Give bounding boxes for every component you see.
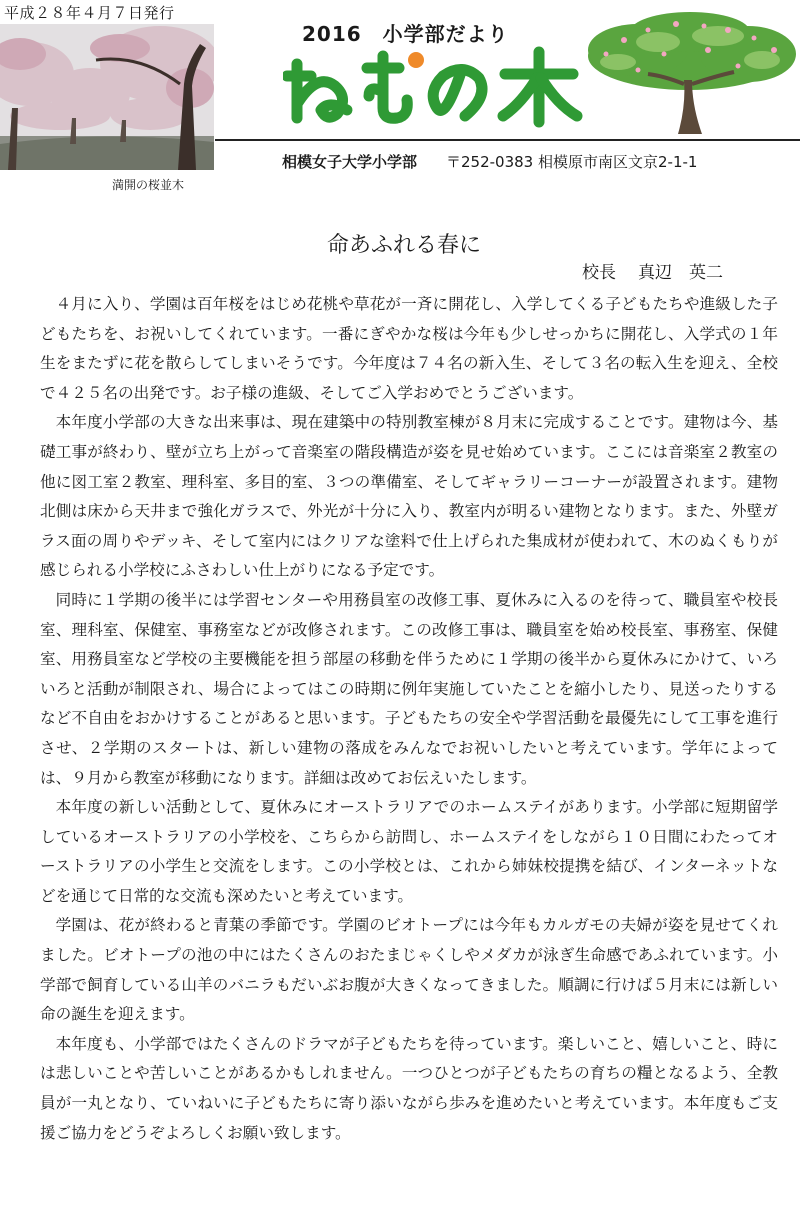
article-paragraph: ４月に入り、学園は百年桜をはじめ花桃や草花が一斉に開花し、入学してくる子どもたちや進級した子どもたちを、お祝いしてくれています。一番にぎやかな桜は今年も少しせっかちに開花し、入学式の１年生をまたずに花を散らしてしまいそうです。今年度は７４名の新入生、そして３名の転入生を迎え、全校で４２５名の出発です。お子様の進級、そしてご入学おめでとうございます。 xyxy=(40,295,778,402)
issue-date: 平成２８年４月７日発行 xyxy=(4,4,175,22)
school-name: 相模女子大学小学部 xyxy=(282,153,418,171)
silk-tree-illustration xyxy=(578,10,798,138)
photo-caption: 満開の桜並木 xyxy=(112,178,185,192)
author-name: 真辺 英二 xyxy=(638,263,723,283)
article-paragraph: 本年度の新しい活動として、夏休みにオーストラリアでのホームステイがあります。小学部に短期留学しているオーストラリアの小学校を、こちらから訪問し、ホームステイをしながら１０日間にわたってオーストラリアの小学生と交流をします。この小学校とは、これから姉妹校提携を結び、インターネットなどを通じて日常的な交流も深めたいと考えています。 xyxy=(40,798,778,905)
newsletter-title: 2016 小学部だより xyxy=(302,22,509,46)
cherry-blossom-photo xyxy=(0,24,214,170)
school-address: 〒252-0383 相模原市南区文京2-1-1 xyxy=(446,153,698,171)
article-body xyxy=(40,290,778,1148)
article-paragraph: 本年度小学部の大きな出来事は、現在建築中の特別教室棟が８月末に完成することです。建物は今、基礎工事が終わり、壁が立ち上がって音楽室の階段構造が姿を見せ始めています。ここには音楽室２教室の他に図工室２教室、理科室、多目的室、３つの準備室、そしてギャラリーコーナーが設置されます。建物北側は床から天井まで強化ガラスで、外光が十分に入り、教室内が明るい建物となります。また、外壁ガラス面の周りやデッキ、そして室内にはクリアな塗料で仕上げられた集成材が使われて、木のぬくもりが感じられる小学校にふさわしい仕上がりになる予定です。 xyxy=(40,413,778,580)
article-author xyxy=(582,258,723,283)
article-paragraph: 学園は、花が終わると青葉の季節です。学園のビオトープには今年もカルガモの夫婦が姿を見せてくれました。ビオトープの池の中にはたくさんのおたまじゃくしやメダカが泳ぎ生命感であふれています。小学部で飼育している山羊のバニラもだいぶお腹が大きくなってきました。順調に行けば５月末には新しい命の誕生を迎えます。 xyxy=(40,916,778,1024)
article-paragraph: 本年度も、小学部ではたくさんのドラマが子どもたちを待っています。楽しいこと、嬉しいこと、時には悲しいことや苦しいことがあるかもしれません。一つひとつが子どもたちの育ちの糧となるよう、全教員が一丸となり、ていねいに子どもたちに寄り添いながら歩みを進めたいと考えています。本年度もご支援ご協力をどうぞよろしくお願い致します。 xyxy=(40,1034,778,1142)
header-divider xyxy=(215,139,800,141)
article-title: 命あふれる春に xyxy=(327,233,482,258)
nemunoki-logo xyxy=(283,38,583,128)
author-role: 校長 xyxy=(582,263,616,283)
article-paragraph: 同時に１学期の後半には学習センターや用務員室の改修工事、夏休みに入るのを待って、職員室や校長室、理科室、保健室、事務室などが改修されます。この改修工事は、職員室を始め校長室、事務室、保健室、用務員室など学校の主要機能を担う部屋の移動を伴うために１学期の後半から夏休みにかけて、いろいろと活動が制限され、場合によってはこの時期に例年実施していたことを縮小したり、見送ったりするなど不自由をおかけすることがあると思います。子どもたちの安全や学習活動を最優先にして工事を進行させ、２学期のスタートは、新しい建物の落成をみんなでお祝いしたいと考えています。学年によっては、９月から教室が移動になります。詳細は改めてお伝えいたします。 xyxy=(40,590,778,787)
